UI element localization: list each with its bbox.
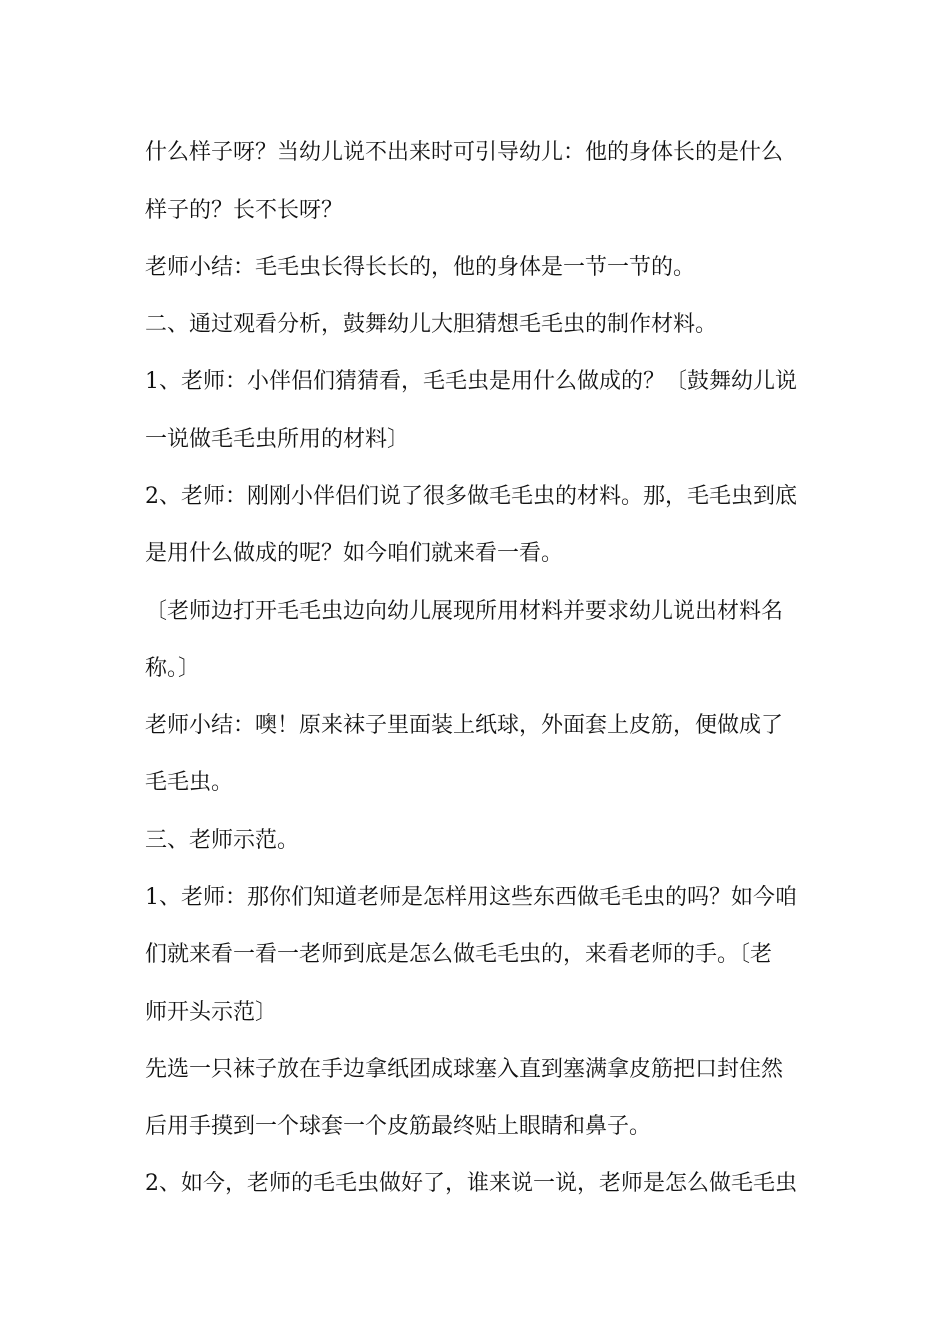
text-line: 样子的？长不长呀？ — [145, 198, 344, 223]
text-line: 毛毛虫。 — [145, 770, 234, 795]
text-line: 什么样子呀？当幼儿说不出来时可引导幼儿：他的身体长的是什么 — [145, 140, 784, 165]
text-line: 二、通过观看分析，鼓舞幼儿大胆猜想毛毛虫的制作材料。 — [145, 312, 718, 337]
text-line: 后用手摸到一个球套一个皮筋最终贴上眼睛和鼻子。 — [145, 1114, 652, 1139]
text-line: 老师小结：噢！原来袜子里面装上纸球，外面套上皮筋，便做成了 — [145, 713, 784, 738]
text-line: 2、老师：刚刚小伴侣们说了很多做毛毛虫的材料。那，毛毛虫到底 — [145, 484, 797, 509]
text-line: 〔老师边打开毛毛虫边向幼儿展现所用材料并要求幼儿说出材料名 — [145, 599, 784, 624]
text-line: 1、老师：小伴侣们猜猜看，毛毛虫是用什么做成的？〔鼓舞幼儿说 — [145, 369, 797, 394]
text-line: 三、老师示范。 — [145, 828, 300, 853]
text-line: 1、老师：那你们知道老师是怎样用这些东西做毛毛虫的吗？如今咱 — [145, 885, 797, 910]
text-line: 2、如今，老师的毛毛虫做好了，谁来说一说，老师是怎么做毛毛虫 — [145, 1171, 797, 1196]
text-line: 先选一只袜子放在手边拿纸团成球塞入直到塞满拿皮筋把口封住然 — [145, 1057, 784, 1082]
text-line: 们就来看一看一老师到底是怎么做毛毛虫的，来看老师的手。〔老 — [145, 942, 773, 967]
text-line: 一说做毛毛虫所用的材料〕 — [145, 427, 410, 452]
text-line: 称。〕 — [145, 656, 201, 681]
text-line: 师开头示范〕 — [145, 1000, 278, 1025]
text-line: 老师小结：毛毛虫长得长长的，他的身体是一节一节的。 — [145, 255, 696, 280]
text-line: 是用什么做成的呢？如今咱们就来看一看。 — [145, 541, 564, 566]
